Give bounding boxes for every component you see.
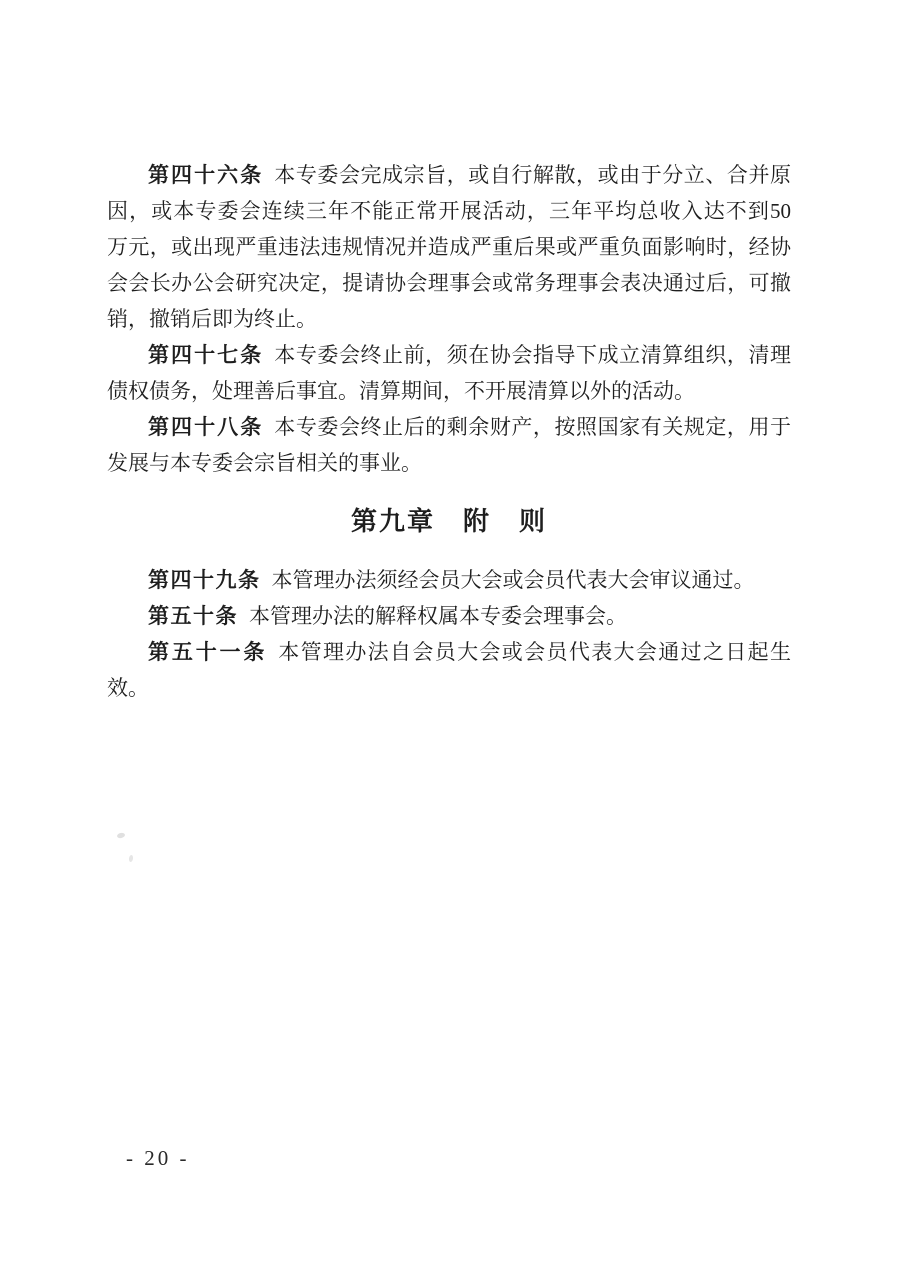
article-number: 第五十条 <box>148 604 238 628</box>
scan-speck <box>129 855 134 862</box>
article-text: 本管理办法的解释权属本专委会理事会。 <box>249 604 627 628</box>
article-number: 第五十一条 <box>148 640 268 664</box>
article-46 <box>107 157 791 337</box>
article-text: 本管理办法须经会员大会或会员代表大会审议通过。 <box>271 568 755 592</box>
text-line <box>107 301 791 337</box>
text-line <box>107 373 791 409</box>
article-48 <box>107 409 791 481</box>
article-text: 发展与本专委会宗旨相关的事业。 <box>107 451 422 475</box>
article-text: 效。 <box>107 676 149 700</box>
article-text: 万元，或出现严重违法违规情况并造成严重后果或严重负面影响时，经协 <box>107 235 791 259</box>
text-line <box>107 265 791 301</box>
article-number: 第四十七条 <box>148 343 264 367</box>
text-line <box>107 409 791 445</box>
text-line <box>107 337 791 373</box>
article-51 <box>107 634 791 706</box>
article-text: 会会长办公会研究决定，提请协会理事会或常务理事会表决通过后，可撤 <box>107 271 791 295</box>
text-line <box>107 157 791 193</box>
text-line <box>107 670 791 706</box>
page-number: - 20 - <box>126 1146 190 1170</box>
text-line <box>107 229 791 265</box>
text-line <box>107 634 791 670</box>
article-50 <box>107 598 791 634</box>
text-line <box>107 193 791 229</box>
article-text: 本专委会终止后的剩余财产，按照国家有关规定，用于 <box>274 415 791 439</box>
article-text: 本专委会终止前，须在协会指导下成立清算组织，清理 <box>274 343 791 367</box>
chapter-9-heading: 第九章 附 则 <box>350 507 547 536</box>
article-text: 本管理办法自会员大会或会员代表大会通过之日起生 <box>278 640 791 664</box>
text-line <box>107 562 791 598</box>
article-number: 第四十九条 <box>148 568 261 592</box>
text-line <box>107 445 791 481</box>
article-text: 本专委会完成宗旨，或自行解散，或由于分立、合并原 <box>274 163 791 187</box>
scan-speck <box>117 832 126 839</box>
article-47 <box>107 337 791 409</box>
article-text: 债权债务，处理善后事宜。清算期间，不开展清算以外的活动。 <box>107 379 695 403</box>
document-body <box>107 157 791 706</box>
article-number: 第四十八条 <box>148 415 264 439</box>
article-text: 销，撤销后即为终止。 <box>107 307 317 331</box>
article-text: 因，或本专委会连续三年不能正常开展活动，三年平均总收入达不到50 <box>107 199 791 223</box>
article-number: 第四十六条 <box>148 163 264 187</box>
article-49 <box>107 562 791 598</box>
text-line <box>107 598 791 634</box>
